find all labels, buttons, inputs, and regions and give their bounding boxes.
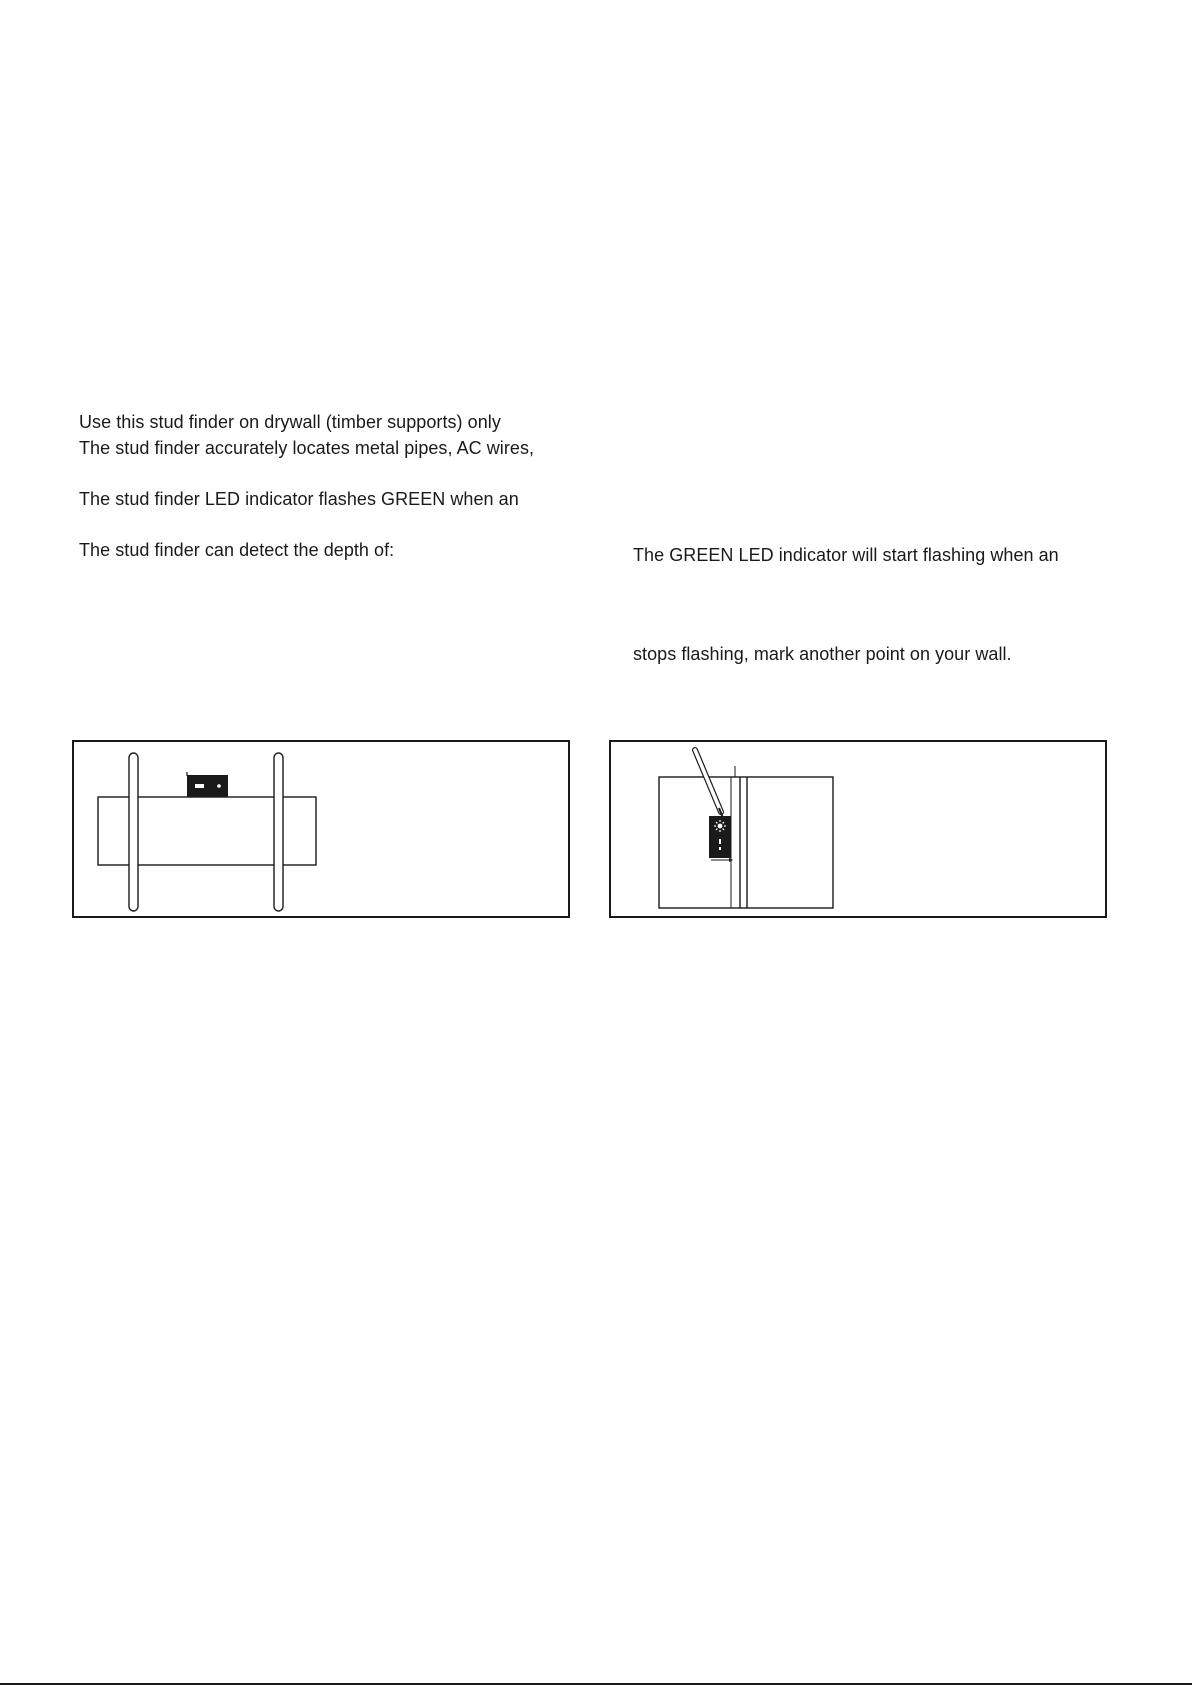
- pencil-icon: [695, 750, 723, 818]
- wall-panel: [659, 777, 833, 908]
- right-stud: [274, 753, 283, 911]
- stud-finder-icon: [709, 816, 731, 858]
- stud-finder-icon: [187, 772, 228, 797]
- intro-line-drywall: Use this stud finder on drywall (timber supports) only: [79, 412, 501, 432]
- arrow-right-icon: [711, 858, 733, 862]
- figure-2-drawing: [611, 742, 1105, 916]
- step-line-stops-flashing: stops flashing, mark another point on your wall.: [633, 644, 1012, 664]
- intro-line-detects: The stud finder accurately locates metal pipes, AC wires,: [79, 438, 535, 458]
- intro-line-depth: The stud finder can detect the depth of:: [79, 540, 395, 560]
- intro-line-led-green: The stud finder LED indicator flashes GREEN when an: [79, 489, 519, 509]
- figure-2-marking-stud-edge: [609, 740, 1107, 918]
- left-stud: [129, 753, 138, 911]
- step-line-green-flashing: The GREEN LED indicator will start flashing when an: [633, 545, 1059, 565]
- figure-1-drawing: [74, 742, 568, 916]
- figure-1-stud-finder-on-wall: [72, 740, 570, 918]
